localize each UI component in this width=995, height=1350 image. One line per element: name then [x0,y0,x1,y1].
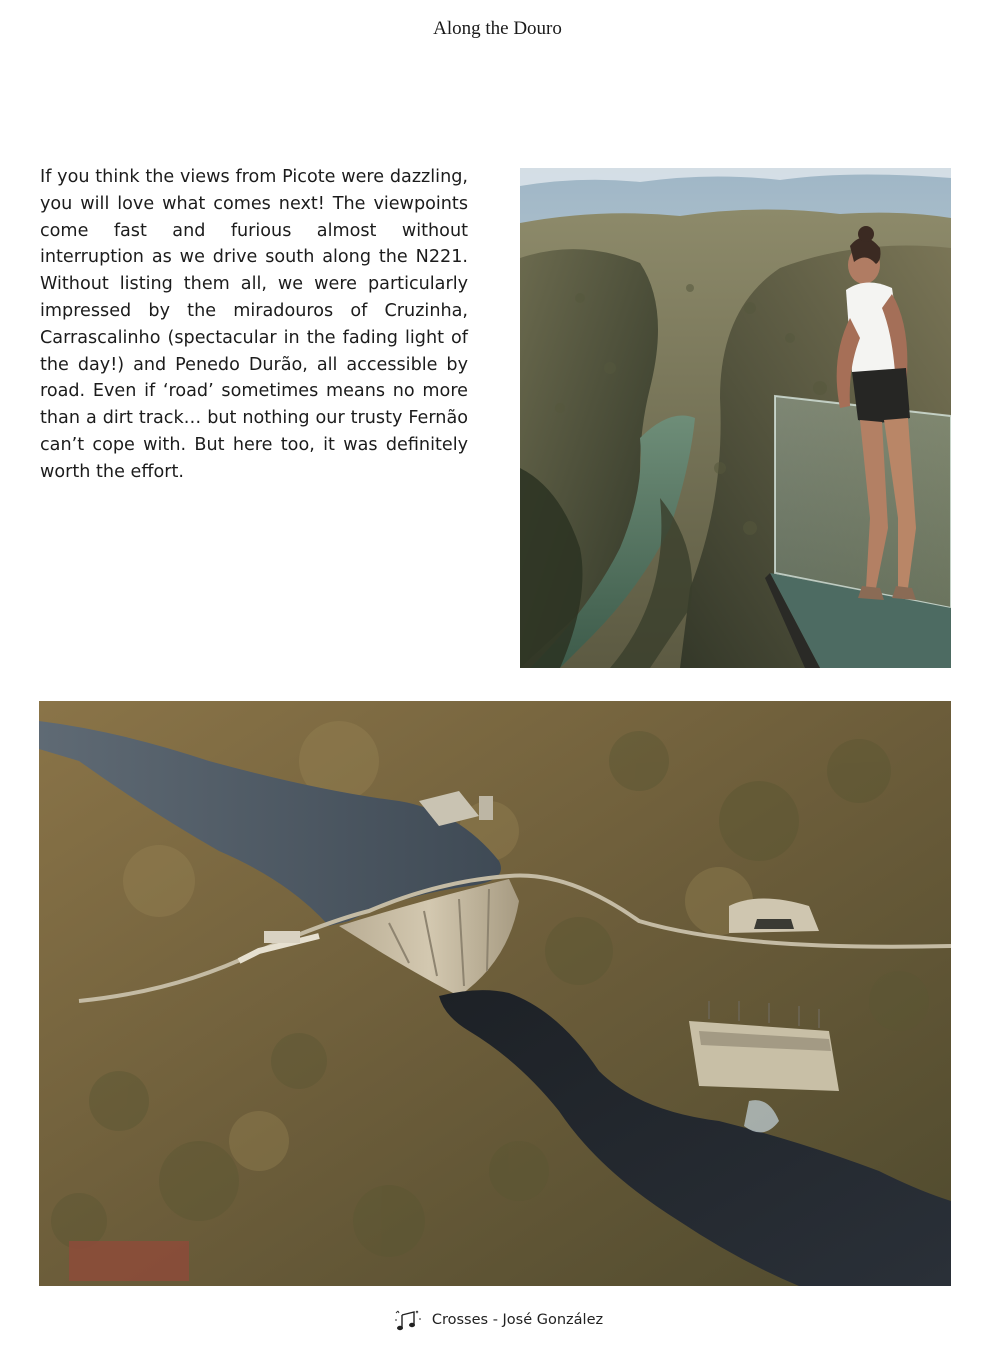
article-paragraph: If you think the views from Picote were dazzling, you will love what comes next! The viewpoints come fast and furious almost without interruption as we drive south along the N221. Without listing them all, we were particularly impressed by the miradouros of Cruzinha, Carrascalinho (spectacular in the fading light of the day!) and Penedo Durão, all accessible by road. Even if ‘road’ sometimes means no more than a dirt track… but nothing our trusty Fernão can’t cope with. But here too, it was definitely worth the effort. [40,167,468,482]
aerial-dam-photo [39,701,951,1286]
song-credit: Crosses - José González [431,1312,604,1328]
gorge-viewpoint-photo [520,168,951,668]
music-credit [0,1307,995,1333]
running-header: Along the Douro [433,18,562,39]
music-note-icon [392,1307,422,1333]
